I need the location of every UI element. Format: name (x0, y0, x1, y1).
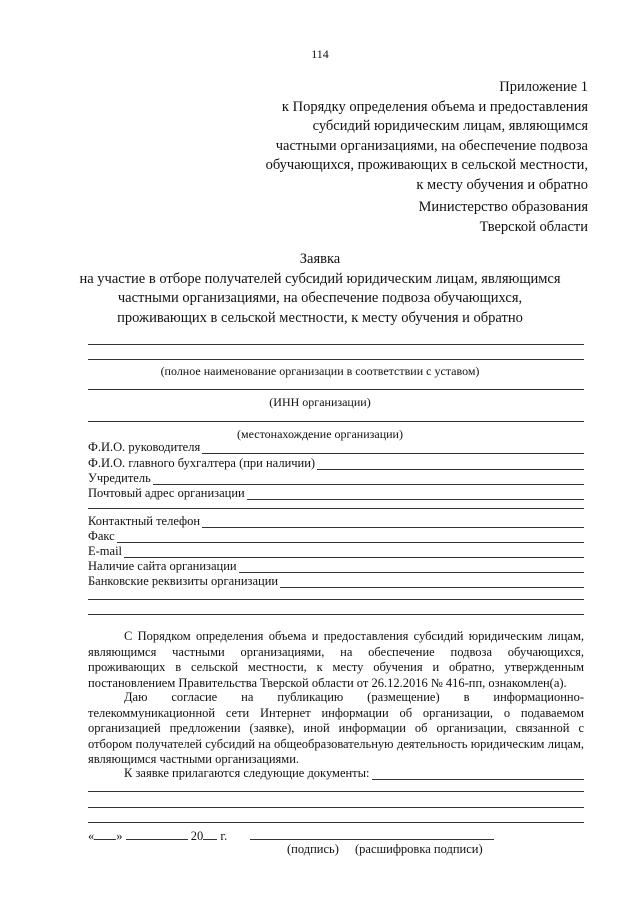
blank-line (88, 421, 584, 422)
year-suffix: г. (220, 829, 228, 843)
founder-line (153, 473, 584, 485)
acknowledgement-paragraph (88, 629, 584, 691)
addressee (418, 198, 588, 237)
director-line (202, 442, 584, 454)
website-field (88, 559, 584, 573)
website-line (239, 561, 584, 573)
blank-line (88, 807, 584, 808)
founder-field (88, 471, 584, 485)
bank-label: Банковские реквизиты организации (88, 574, 279, 588)
appendix-line: субсидий юридическим лицам, являющимся (312, 118, 588, 134)
blank-line (88, 791, 584, 792)
email-label: E-mail (88, 544, 123, 558)
appendix-line: к месту обучения и обратно (416, 176, 588, 193)
title-line: частными организациями, на обеспечение подвоза обучающихся, (117, 290, 523, 306)
full-name-caption: (полное наименование организации в соответствии с уставом) (160, 364, 480, 378)
blank-line (88, 359, 584, 360)
title-word: Заявка (299, 251, 341, 267)
signature-line (250, 839, 494, 840)
title-line: на участие в отборе получателей субсидий юридическим лицам, являющимся (79, 270, 561, 287)
blank-line (88, 614, 584, 615)
fax-field (88, 529, 584, 543)
accountant-label: Ф.И.О. главного бухгалтера (при наличии) (88, 456, 316, 470)
fax-line (117, 531, 584, 543)
director-label: Ф.И.О. руководителя (88, 440, 201, 454)
bank-field (88, 574, 584, 588)
date-block (88, 828, 227, 843)
signature-caption: (подпись) (287, 842, 339, 856)
document-title (0, 250, 640, 328)
quote-open: « (88, 829, 95, 843)
title-line: проживающих в сельской местности, к месту обучения и обратно (117, 309, 523, 326)
website-label: Наличие сайта организации (88, 559, 237, 573)
blank-line (88, 508, 584, 509)
bank-line (280, 576, 584, 588)
blank-line (88, 599, 584, 600)
month-line (126, 828, 188, 840)
appendix-line: обучающихся, проживающих в сельской местности, (265, 157, 588, 173)
founder-label: Учредитель (88, 471, 151, 485)
year-line (203, 828, 217, 840)
inn-caption: (ИНН организации) (269, 395, 371, 409)
quote-close: » (116, 829, 123, 843)
appendix-line: Приложение 1 (499, 79, 588, 95)
appendix-line: к Порядку определения объема и предоставления (281, 98, 588, 115)
consent-text: Даю согласие на публикацию (размещение) в информационно-телекоммуникационной сети Интернет информации об организации, о подаваемом организацией предложении (заявке), иной информации об организации, связанной с отбором получателей субсидий на общеобразовательную деятельность юридическим лицам, являющимся частными организациями. (88, 690, 584, 766)
day-line (94, 828, 116, 840)
acknowledgement-text: С Порядком определения объема и предоставления субсидий юридическим лицам, являющимся частными организациями, на обеспечение подвоза обучающихся, проживающих в сельской местности, к месту обучения и обратно, утвержденным постановлением Правительства Тверской области от 26.12.2016 № 416-пп, ознакомлен(а). (88, 629, 584, 690)
blank-line (88, 389, 584, 390)
attachments-line (372, 768, 584, 780)
year-prefix: 20 (190, 829, 204, 843)
email-field (88, 544, 584, 558)
postal-label: Почтовый адрес организации (88, 486, 245, 500)
accountant-field (88, 456, 584, 470)
director-field (88, 440, 584, 454)
addressee-line: Министерство образования (418, 199, 588, 215)
email-line (124, 546, 584, 558)
attachments-label: К заявке прилагаются следующие документы: (124, 766, 370, 780)
signature-decode-caption: (расшифровка подписи) (355, 842, 483, 856)
postal-field (88, 486, 584, 500)
blank-line (88, 822, 584, 823)
phone-line (202, 516, 584, 528)
addressee-line: Тверской области (479, 218, 588, 235)
attachments-field (124, 766, 584, 780)
phone-field (88, 514, 584, 528)
blank-line (88, 344, 584, 345)
location-caption: (местонахождение организации) (237, 427, 403, 441)
phone-label: Контактный телефон (88, 514, 201, 528)
accountant-line (317, 458, 584, 470)
appendix-line: частными организациями, на обеспечение подвоза (275, 137, 588, 154)
fax-label: Факс (88, 529, 115, 543)
page-number: 114 (311, 47, 329, 61)
appendix-header (266, 78, 588, 195)
consent-paragraph (88, 690, 584, 768)
postal-line (247, 488, 584, 500)
